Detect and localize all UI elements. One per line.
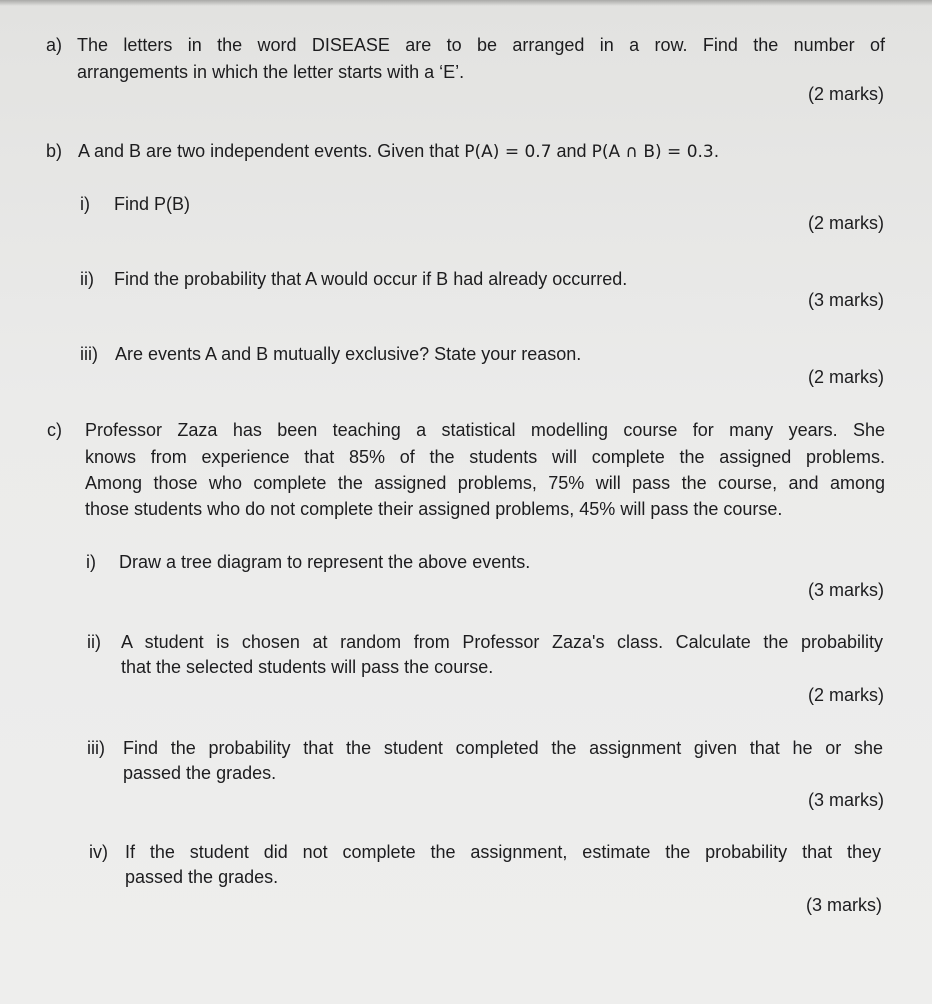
part-b-iii-marks: (2 marks) bbox=[808, 367, 884, 387]
part-c-line-3: Among those who complete the assigned problems, 75% will pass the course, and among bbox=[85, 473, 885, 493]
part-c-i-label: i) bbox=[86, 552, 96, 572]
part-c-line-4: those students who do not complete their assigned problems, 45% will pass the course. bbox=[85, 499, 783, 519]
part-c-i-text: Draw a tree diagram to represent the above events. bbox=[119, 552, 531, 572]
part-b-ii-marks: (3 marks) bbox=[808, 290, 884, 310]
part-b-stem bbox=[78, 139, 719, 164]
part-c-iii-line-2: passed the grades. bbox=[123, 763, 277, 783]
part-c-ii-line-1: A student is chosen at random from Professor Zaza's class. Calculate the probability bbox=[121, 632, 883, 652]
part-b-iii-text: Are events A and B mutually exclusive? State your reason. bbox=[115, 344, 582, 364]
part-b-pa: P(A) = 0.7 bbox=[464, 142, 552, 162]
part-b-pab: P(A ∩ B) = 0.3. bbox=[591, 142, 720, 162]
part-c-ii-marks: (2 marks) bbox=[808, 685, 884, 705]
part-c-iv-label: iv) bbox=[89, 842, 108, 862]
part-c-iii-marks: (3 marks) bbox=[808, 790, 884, 810]
part-c-line-2: knows from experience that 85% of the students will complete the assigned problems. bbox=[85, 447, 885, 467]
part-b-i-text: Find P(B) bbox=[114, 194, 191, 214]
part-b-i-label: i) bbox=[80, 194, 90, 214]
part-c-iv-marks: (3 marks) bbox=[806, 895, 882, 915]
part-a-line-2: arrangements in which the letter starts with a ‘E’. bbox=[77, 62, 465, 82]
part-c-line-1: Professor Zaza has been teaching a statistical modelling course for many years. She bbox=[85, 420, 885, 440]
part-c-ii-line-2: that the selected students will pass the course. bbox=[121, 657, 494, 677]
part-b-and: and bbox=[556, 141, 587, 161]
part-b-i-marks: (2 marks) bbox=[808, 213, 884, 233]
part-b-stem-text: A and B are two independent events. Given that bbox=[78, 141, 460, 161]
part-b-ii-label: ii) bbox=[80, 269, 94, 289]
part-b-label: b) bbox=[46, 141, 63, 161]
part-c-ii-label: ii) bbox=[87, 632, 101, 652]
part-a-marks: (2 marks) bbox=[808, 84, 884, 104]
part-c-i-marks: (3 marks) bbox=[808, 580, 884, 600]
part-c-iii-line-1: Find the probability that the student completed the assignment given that he or she bbox=[123, 738, 883, 758]
part-c-iii-label: iii) bbox=[87, 738, 105, 758]
part-c-iv-line-2: passed the grades. bbox=[125, 867, 279, 887]
part-c-iv-line-1: If the student did not complete the assignment, estimate the probability that they bbox=[125, 842, 881, 862]
part-b-iii-label: iii) bbox=[80, 344, 98, 364]
part-a-line-1: The letters in the word DISEASE are to be arranged in a row. Find the number of bbox=[77, 35, 885, 55]
part-c-label: c) bbox=[47, 420, 62, 440]
part-b-ii-text: Find the probability that A would occur if B had already occurred. bbox=[114, 269, 628, 289]
part-a-label: a) bbox=[46, 35, 63, 55]
